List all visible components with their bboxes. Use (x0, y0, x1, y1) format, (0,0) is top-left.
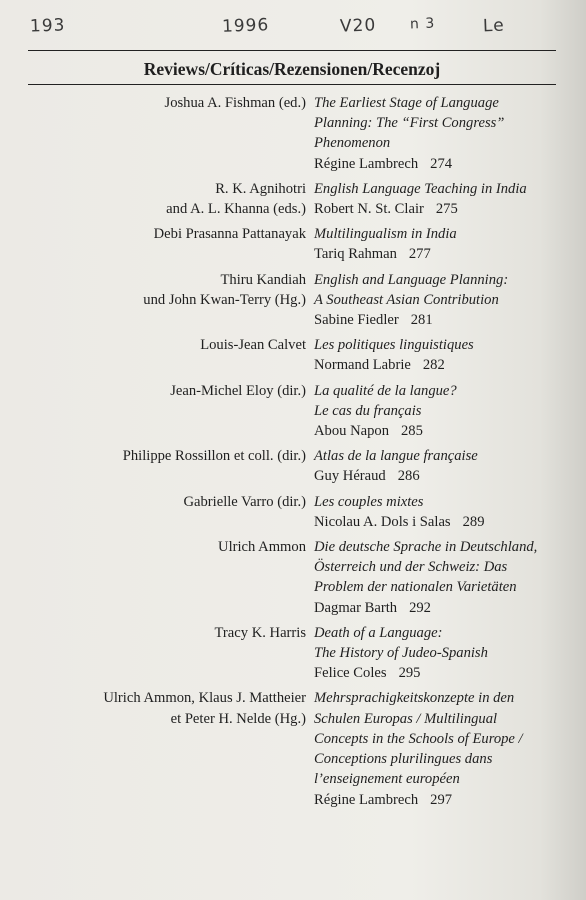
reviewer-line (314, 512, 576, 532)
author-line: und John Kwan-Terry (Hg.) (143, 291, 306, 308)
review-entry (0, 93, 586, 174)
page-number: 292 (409, 599, 431, 616)
review-work (314, 688, 576, 809)
review-authors (0, 224, 314, 264)
review-work (314, 270, 576, 331)
book-title-line: A Southeast Asian Contribution (314, 291, 499, 308)
author-line: Louis-Jean Calvet (200, 337, 306, 354)
book-title-line: The Earliest Stage of Language (314, 95, 499, 111)
handwritten-annotations (0, 12, 586, 46)
author-line: Jean-Michel Eloy (dir.) (170, 382, 306, 399)
review-entry (0, 224, 586, 264)
handwritten-note: 193 (29, 15, 66, 37)
author-line: Joshua A. Fishman (ed.) (164, 95, 306, 111)
book-title-line: Schulen Europas / Multilingual (314, 710, 498, 727)
review-authors (0, 270, 314, 331)
reviewer-line (314, 310, 576, 330)
handwritten-note: 1996 (221, 15, 270, 37)
author-line: Thiru Kandiah (220, 271, 306, 288)
page-number: 285 (401, 423, 423, 440)
heading-rule-top (28, 50, 556, 51)
review-authors (0, 381, 314, 442)
page-number: 286 (397, 468, 420, 485)
book-title-line: Atlas de la langue française (314, 448, 478, 465)
reviewer-name: Dagmar Barth (314, 599, 398, 616)
book-title-line: English Language Teaching in India (314, 180, 527, 197)
book-title-line: l’enseignement européen (314, 771, 460, 788)
review-entry (0, 537, 586, 618)
reviewer-line (314, 199, 576, 219)
review-authors (0, 93, 314, 174)
book-title-line: The History of Judeo-Spanish (314, 645, 488, 662)
reviewer-line (314, 466, 576, 486)
reviewer-line (314, 790, 576, 810)
book-title-line: Les politiques linguistiques (314, 337, 474, 354)
reviewer-name: Nicolau A. Dols i Salas (314, 513, 451, 530)
author-line: Ulrich Ammon, Klaus J. Mattheier (103, 690, 306, 707)
reviewer-line (314, 244, 576, 264)
review-entry (0, 335, 586, 375)
book-title-line: Planning: The “First Congress” (314, 115, 505, 132)
author-line: R. K. Agnihotri (215, 180, 306, 197)
book-title-line: Problem der nationalen Varietäten (314, 579, 517, 596)
reviewer-name: Robert N. St. Clair (314, 201, 424, 218)
review-work (314, 381, 576, 442)
review-authors (0, 492, 314, 532)
author-line: Ulrich Ammon (218, 539, 306, 556)
handwritten-note: Le (482, 15, 505, 37)
author-line: and A. L. Khanna (eds.) (166, 201, 306, 218)
book-title-line: Die deutsche Sprache in Deutschland, (314, 539, 538, 556)
review-authors (0, 335, 314, 375)
reviewer-line (314, 663, 576, 683)
heading-rule-bottom (28, 84, 556, 85)
author-line: Debi Prasanna Pattanayak (153, 226, 306, 243)
reviewer-name: Guy Héraud (314, 468, 386, 485)
book-title-line: Österreich und der Schweiz: Das (314, 559, 508, 576)
book-title-line: Multilingualism in India (314, 226, 457, 243)
reviewer-name: Régine Lambrech (314, 155, 419, 172)
review-work (314, 93, 576, 174)
page-number: 297 (430, 791, 453, 808)
author-line: Tracy K. Harris (214, 624, 306, 641)
reviewer-line (314, 154, 576, 174)
page-number: 275 (435, 201, 458, 218)
review-authors (0, 179, 314, 219)
review-work (314, 446, 576, 486)
review-work (314, 224, 576, 264)
review-authors (0, 623, 314, 684)
review-entry (0, 492, 586, 532)
review-work (314, 335, 576, 375)
handwritten-note: n 3 (409, 15, 436, 33)
author-line: Gabrielle Varro (dir.) (183, 493, 306, 510)
review-entry (0, 446, 586, 486)
review-entry (0, 179, 586, 219)
reviewer-name: Sabine Fiedler (314, 312, 399, 329)
review-work (314, 492, 576, 532)
reviewer-name: Felice Coles (314, 665, 387, 682)
review-entry (0, 381, 586, 442)
reviewer-line (314, 355, 576, 375)
review-list (0, 93, 586, 815)
page-number: 295 (398, 665, 421, 682)
book-title-line: Mehrsprachigkeitskonzepte in den (314, 690, 515, 707)
review-work (314, 623, 576, 684)
reviewer-name: Régine Lambrech (314, 791, 419, 808)
page-number: 289 (462, 513, 485, 530)
review-entry (0, 623, 586, 684)
book-title-line: Concepts in the Schools of Europe / (314, 730, 523, 747)
page-number: 281 (410, 312, 433, 329)
book-title-line: Les couples mixtes (314, 493, 424, 510)
book-title-line: Phenomenon (314, 135, 391, 152)
section-heading: Reviews/Críticas/Rezensionen/Recenzoj (143, 59, 441, 79)
author-line: Philippe Rossillon et coll. (dir.) (122, 448, 306, 465)
reviewer-name: Normand Labrie (314, 357, 411, 374)
review-entry (0, 688, 586, 809)
page-number: 282 (422, 357, 445, 374)
review-authors (0, 688, 314, 809)
book-title-line: La qualité de la langue? (314, 382, 457, 399)
reviewer-line (314, 421, 576, 441)
review-work (314, 179, 576, 219)
book-title-line: Conceptions plurilingues dans (314, 751, 493, 768)
review-entry (0, 270, 586, 331)
reviewer-name: Tariq Rahman (314, 246, 397, 263)
reviewer-name: Abou Napon (314, 423, 389, 440)
book-title-line: Le cas du français (314, 402, 422, 419)
review-authors (0, 537, 314, 618)
review-authors (0, 446, 314, 486)
review-work (314, 537, 576, 618)
reviewer-line (314, 598, 576, 618)
book-title-line: Death of a Language: (314, 624, 443, 641)
page-number: 274 (430, 155, 453, 172)
book-title-line: English and Language Planning: (314, 271, 509, 288)
page-number: 277 (408, 246, 431, 263)
handwritten-note: V20 (339, 15, 377, 37)
author-line: et Peter H. Nelde (Hg.) (170, 710, 306, 727)
